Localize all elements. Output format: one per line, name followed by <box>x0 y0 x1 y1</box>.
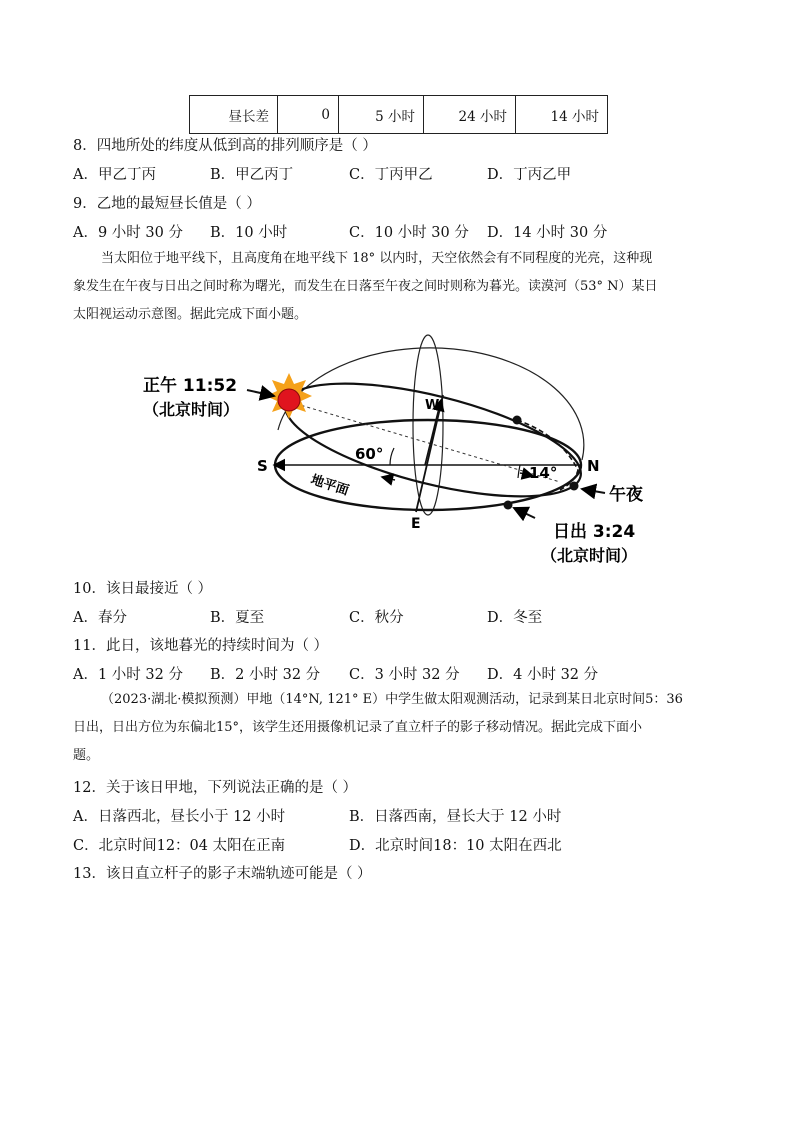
question-number: 13． <box>73 866 106 882</box>
west-label: W <box>425 398 440 413</box>
question-stem: 关于该日甲地，下列说法正确的是（ ） <box>105 780 358 796</box>
midnight-label: 午夜 <box>609 485 643 505</box>
question-stem: 该日最接近（ ） <box>105 581 213 597</box>
table-row <box>190 96 608 134</box>
question-11 <box>73 634 328 655</box>
table-row-label: 昼长差 <box>190 96 278 134</box>
passage-line: 日出，日出方位为东偏北15°，该学生还用摄像机记录了直立杆子的影子移动情况。据此完成下面小 <box>73 720 643 735</box>
question-number: 11． <box>73 638 106 654</box>
sunrise-label-arrow <box>514 508 535 518</box>
question-10 <box>73 577 212 598</box>
option-a[interactable]: A．9 小时 30 分 <box>73 225 183 241</box>
noon-label-arrow <box>247 390 274 396</box>
question-stem: 此日，该地暮光的持续时间为（ ） <box>105 638 329 654</box>
question-9 <box>73 192 261 213</box>
passage-1 <box>73 245 733 329</box>
day-length-table <box>189 95 608 134</box>
passage-line: 太阳视运动示意图。据此完成下面小题。 <box>73 307 308 322</box>
passage-line: 当太阳位于地平线下，且高度角在地平线下 18° 以内时，天空依然会有不同程度的光亮，这种现 <box>101 251 653 266</box>
option-a[interactable]: A．日落西北，昼长小于 12 小时 <box>73 809 286 825</box>
noon-label: 正午 11:52 <box>143 376 238 396</box>
path-direction-arrow <box>382 477 395 480</box>
option-d[interactable]: D．北京时间18：10 太阳在西北 <box>349 838 562 854</box>
question-12 <box>73 776 357 797</box>
option-b[interactable]: B．10 小时 <box>210 225 288 241</box>
passage-2 <box>73 686 733 770</box>
option-b[interactable]: B．夏至 <box>210 610 265 626</box>
sunset-point <box>513 416 522 425</box>
question-stem: 乙地的最短昼长值是（ ） <box>96 196 261 212</box>
passage-line: 象发生在午夜与日出之间时称为曙光，而发生在日落至午夜之间时则称为暮光。读漠河（53° N）某日 <box>73 279 658 294</box>
question-13 <box>73 862 372 883</box>
question-number: 9． <box>73 196 97 212</box>
option-d[interactable]: D．丁丙乙甲 <box>487 167 572 183</box>
option-a[interactable]: A．1 小时 32 分 <box>73 667 183 683</box>
table-cell: 5 小时 <box>339 96 424 134</box>
option-d[interactable]: D．冬至 <box>487 610 543 626</box>
option-d[interactable]: D．14 小时 30 分 <box>487 225 608 241</box>
question-number: 10． <box>73 581 106 597</box>
sun-path-diagram <box>130 330 670 570</box>
east-label: E <box>411 516 421 532</box>
option-d[interactable]: D．4 小时 32 分 <box>487 667 599 683</box>
midnight-point <box>570 482 579 491</box>
passage-line: 题。 <box>73 748 100 763</box>
question-number: 8． <box>73 138 97 154</box>
option-c[interactable]: C．3 小时 32 分 <box>349 667 460 683</box>
option-c[interactable]: C．10 小时 30 分 <box>349 225 469 241</box>
midnight-label-arrow <box>582 489 605 493</box>
option-a[interactable]: A．甲乙丁丙 <box>73 167 156 183</box>
south-label: S <box>257 457 268 475</box>
noon-sublabel: （北京时间） <box>143 400 240 419</box>
north-label: N <box>587 457 600 475</box>
option-b[interactable]: B．日落西南，昼长大于 12 小时 <box>349 809 562 825</box>
question-8 <box>73 134 377 155</box>
option-a[interactable]: A．春分 <box>73 610 127 626</box>
angle-60-label: 60° <box>355 445 384 463</box>
question-number: 12． <box>73 780 106 796</box>
passage-line: （2023·湖北·模拟预测）甲地（14°N, 121° E）中学生做太阳观测活动，记录到某日北京时间5：36 <box>101 692 683 707</box>
angle-arc-60 <box>390 448 394 465</box>
angle-14-label: 14° <box>529 464 558 482</box>
sunrise-sublabel: （北京时间） <box>541 546 638 565</box>
table-cell: 0 <box>278 96 339 134</box>
option-c[interactable]: C．丁丙甲乙 <box>349 167 433 183</box>
option-b[interactable]: B．2 小时 32 分 <box>210 667 321 683</box>
meridian-circle <box>413 335 443 515</box>
sunrise-label: 日出 3:24 <box>553 522 636 542</box>
option-c[interactable]: C．北京时间12：04 太阳在正南 <box>73 838 286 854</box>
question-stem: 该日直立杆子的影子末端轨迹可能是（ ） <box>105 866 372 882</box>
option-c[interactable]: C．秋分 <box>349 610 404 626</box>
horizon-label: 地平面 <box>308 472 351 499</box>
question-stem: 四地所处的纬度从低到高的排列顺序是（ ） <box>96 138 377 154</box>
sunrise-point <box>504 501 513 510</box>
table-cell: 24 小时 <box>424 96 516 134</box>
angle-arc-14 <box>518 465 520 478</box>
option-b[interactable]: B．甲乙丙丁 <box>210 167 294 183</box>
table-cell: 14 小时 <box>516 96 608 134</box>
